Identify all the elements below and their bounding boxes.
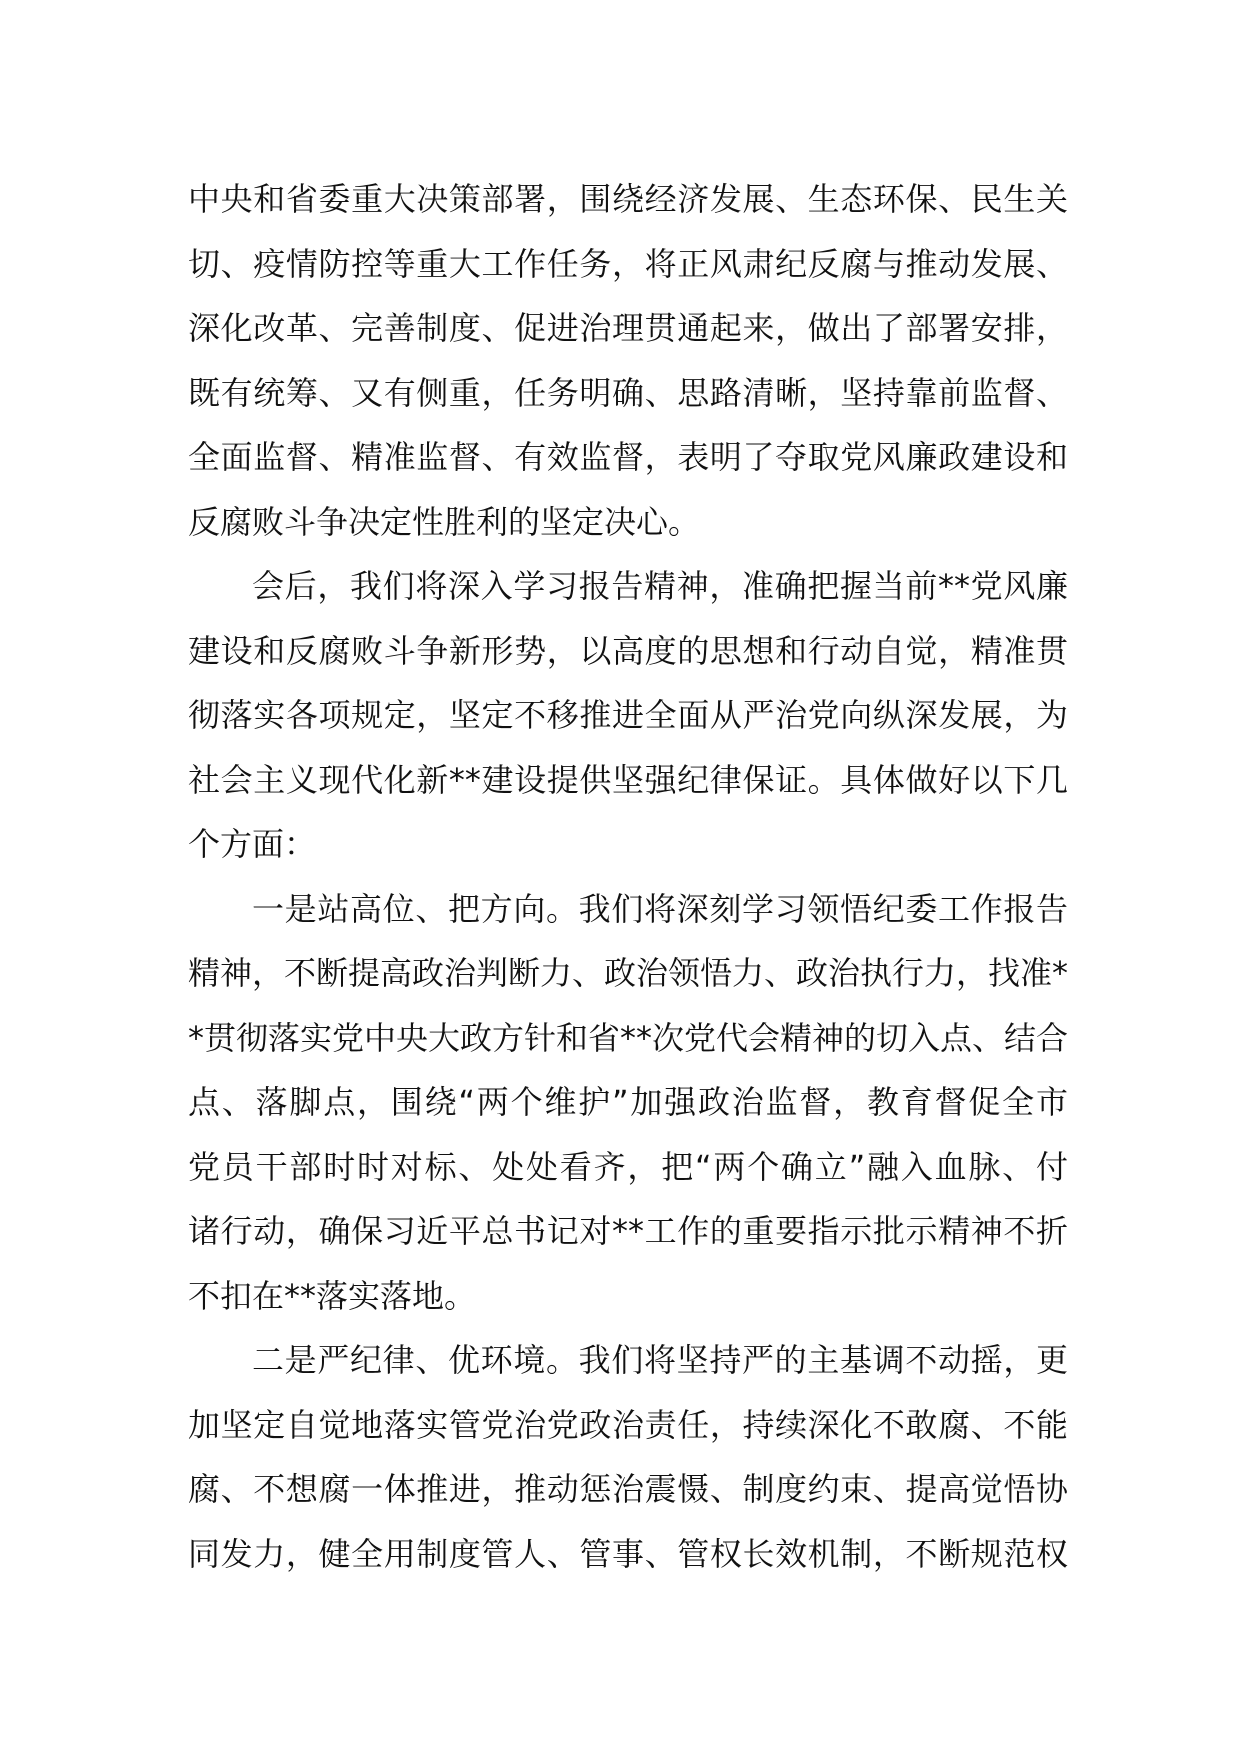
text-line: 诸行动，确保习近平总书记对**工作的重要指示批示精神不折 bbox=[188, 1212, 1068, 1250]
text-line: 既有统筹、又有侧重，任务明确、思路清晰，坚持靠前监督、 bbox=[188, 373, 1068, 412]
text-line: 切、疫情防控等重大工作任务，将正风肃纪反腐与推动发展、 bbox=[188, 244, 1068, 283]
text-line: 社会主义现代化新**建设提供坚强纪律保证。具体做好以下几 bbox=[188, 760, 1068, 799]
text-line: 腐、不想腐一体推进，推动惩治震慑、制度约束、提高觉悟协 bbox=[188, 1470, 1068, 1508]
text-line: 彻落实各项规定，坚定不移推进全面从严治党向纵深发展，为 bbox=[188, 696, 1068, 734]
text-line: 会后，我们将深入学习报告精神，准确把握当前**党风廉 bbox=[252, 567, 1068, 605]
text-line: 深化改革、完善制度、促进治理贯通起来，做出了部署安排， bbox=[188, 309, 1068, 347]
text-line: 二是严纪律、优环境。我们将坚持严的主基调不动摇，更 bbox=[252, 1341, 1068, 1379]
text-line: 中央和省委重大决策部署，围绕经济发展、生态环保、民生关 bbox=[188, 180, 1068, 218]
text-line: 全面监督、精准监督、有效监督，表明了夺取党风廉政建设和 bbox=[188, 438, 1068, 476]
text-line: 一是站高位、把方向。我们将深刻学习领悟纪委工作报告 bbox=[252, 889, 1068, 928]
text-line: 不扣在**落实落地。 bbox=[188, 1276, 477, 1315]
text-line: 个方面： bbox=[188, 825, 317, 863]
body-text bbox=[188, 167, 1068, 1586]
text-line: 党员干部时时对标、处处看齐，把“两个确立”融入血脉、付 bbox=[188, 1147, 1068, 1186]
text-line: 同发力，健全用制度管人、管事、管权长效机制，不断规范权 bbox=[188, 1534, 1068, 1573]
text-line: 反腐败斗争决定性胜利的坚定决心。 bbox=[188, 502, 701, 541]
text-line: *贯彻落实党中央大政方针和省**次党代会精神的切入点、结合 bbox=[188, 1018, 1068, 1057]
text-line: 加坚定自觉地落实管党治党政治责任，持续深化不敢腐、不能 bbox=[188, 1405, 1068, 1444]
text-line: 点、落脚点，围绕“两个维护”加强政治监督，教育督促全市 bbox=[188, 1083, 1068, 1121]
text-line: 精神，不断提高政治判断力、政治领悟力、政治执行力，找准* bbox=[188, 954, 1068, 992]
text-line: 建设和反腐败斗争新形势，以高度的思想和行动自觉，精准贯 bbox=[188, 631, 1068, 670]
